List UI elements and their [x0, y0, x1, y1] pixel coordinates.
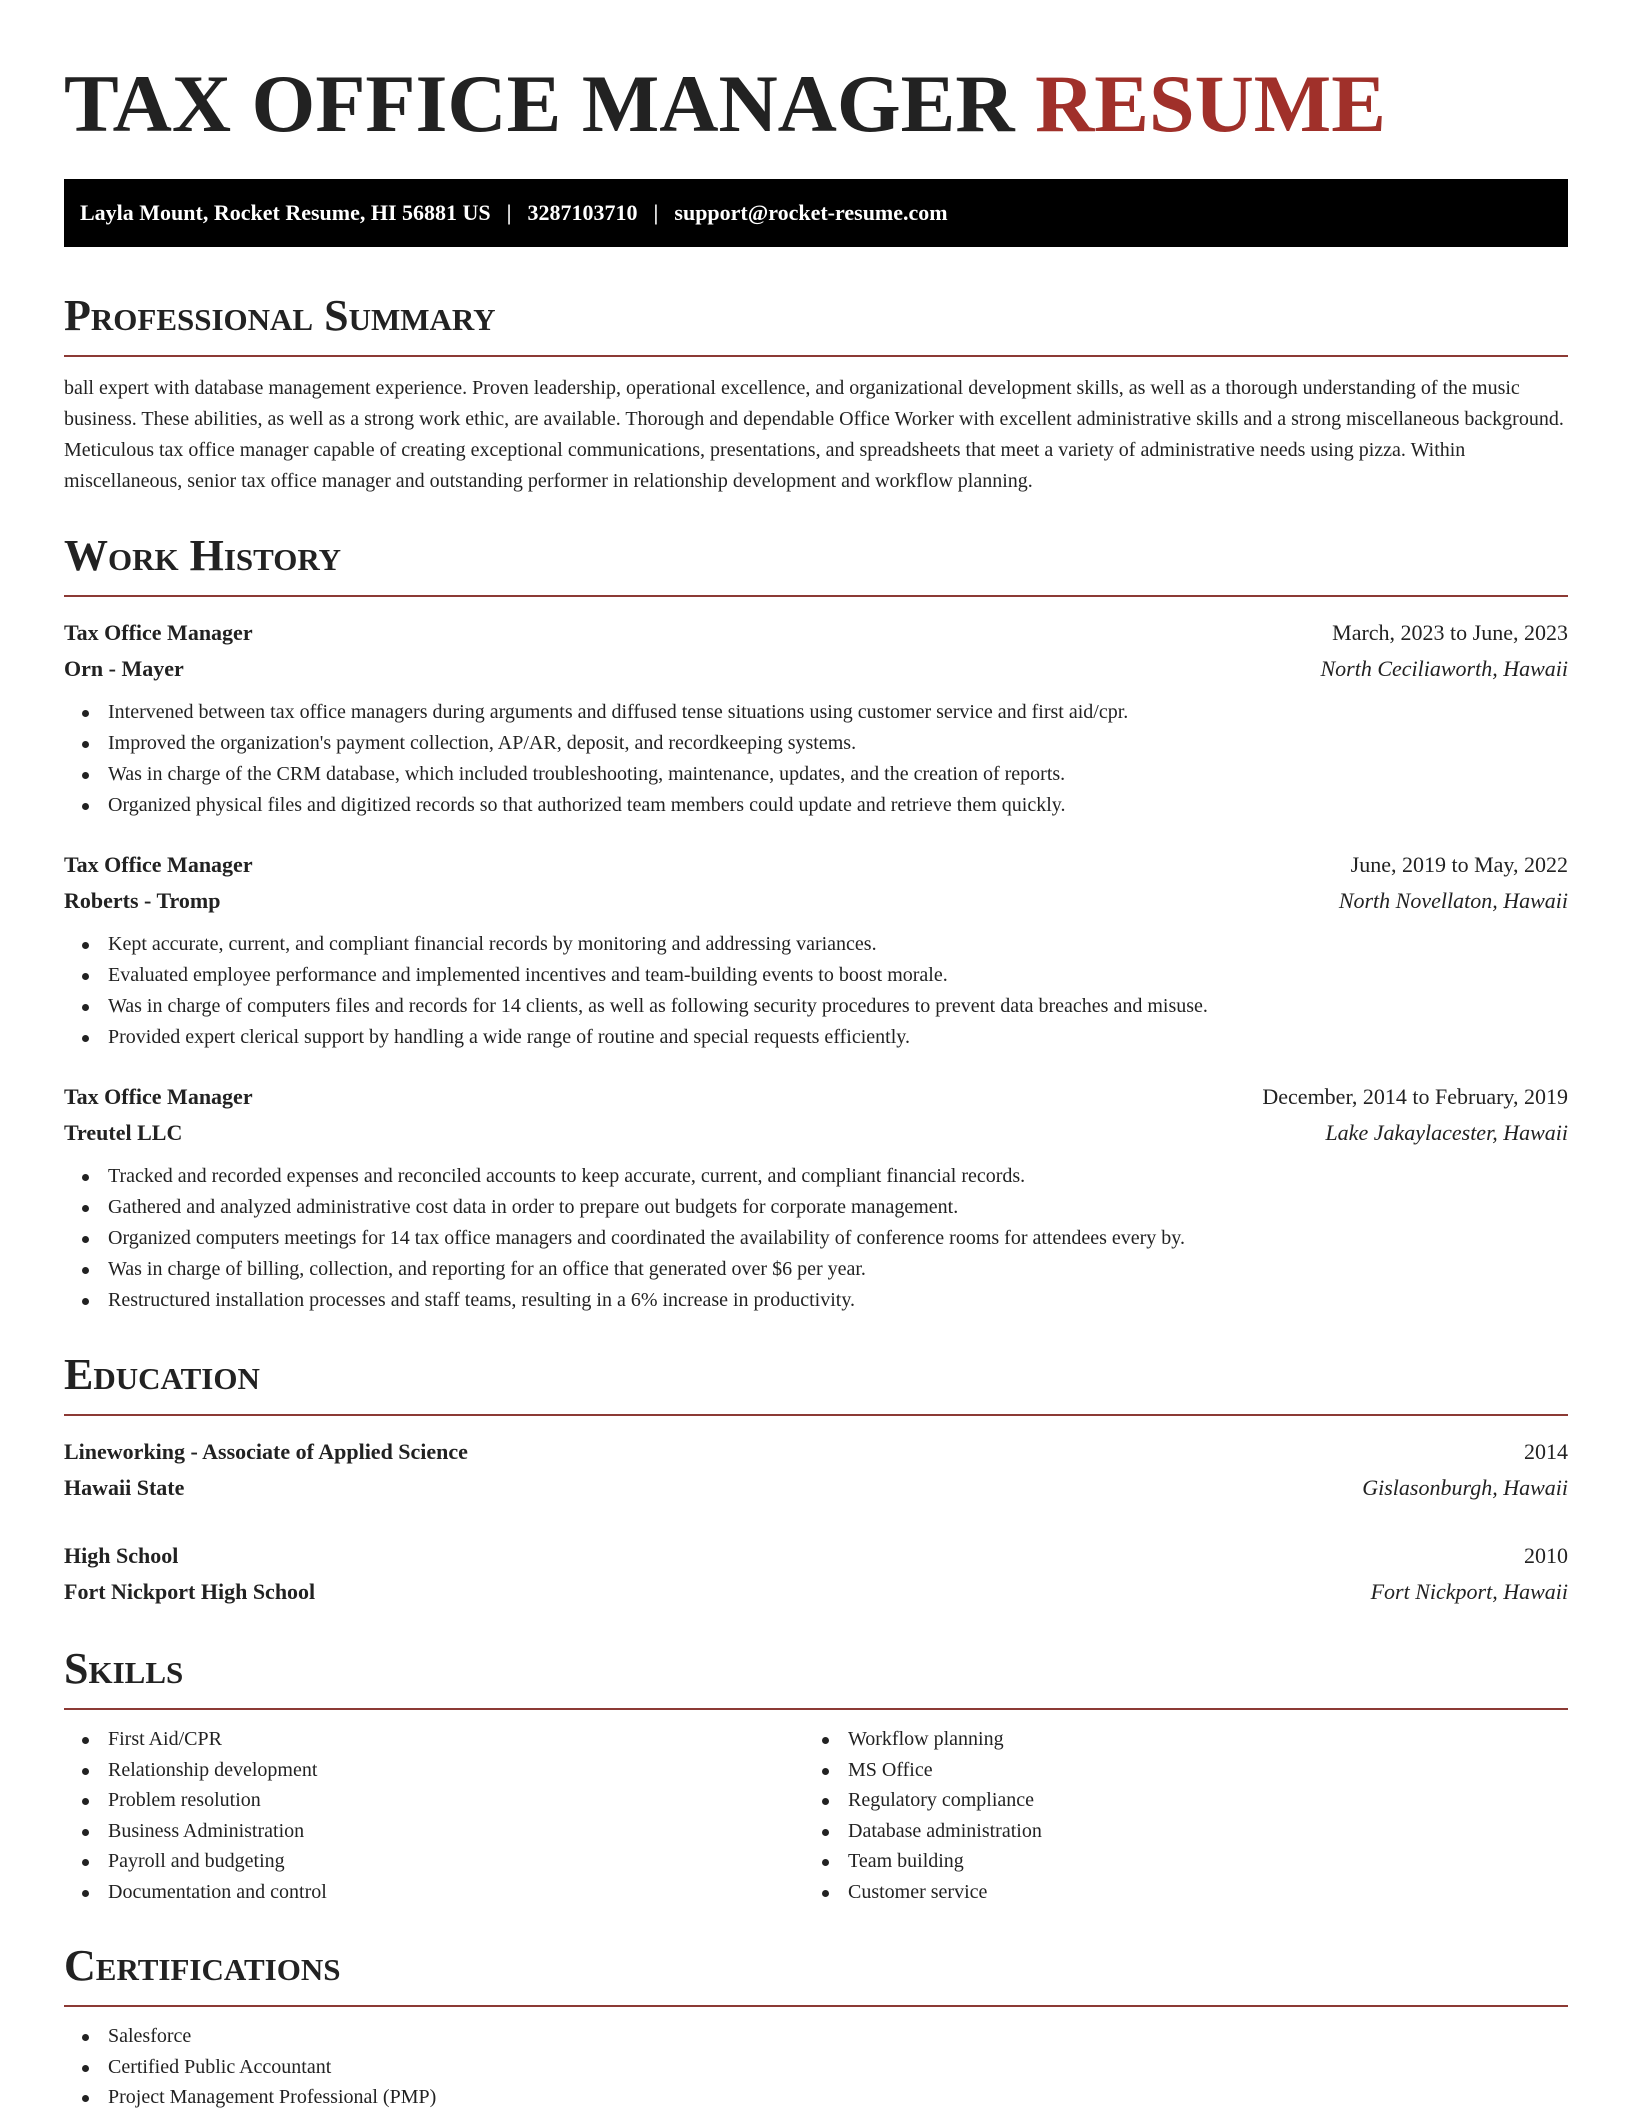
list-item: Project Management Professional (PMP)	[64, 2082, 1568, 2113]
list-item: Organized physical files and digitized records so that authorized team members could update and retrieve them quickly.	[64, 790, 1568, 821]
list-item: Customer service	[804, 1877, 1544, 1908]
skills-section	[64, 1644, 1568, 1907]
job-title: Tax Office Manager	[64, 1084, 253, 1109]
job-dates: March, 2023 to June, 2023	[1332, 620, 1568, 645]
job-location: North Ceciliaworth, Hawaii	[1320, 656, 1568, 681]
education-entry	[64, 1434, 1568, 1506]
skills-column-left	[64, 1724, 804, 1907]
list-item: Improved the organization's payment collection, AP/AR, deposit, and recordkeeping systems.	[64, 728, 1568, 759]
education-degree: High School	[64, 1543, 179, 1568]
skills-grid	[64, 1724, 1568, 1907]
certifications-section	[64, 1941, 1568, 2113]
job-company: Treutel LLC	[64, 1120, 183, 1145]
job-title: Tax Office Manager	[64, 852, 253, 877]
certifications-list	[64, 2021, 1568, 2113]
list-item: Was in charge of computers files and records for 14 clients, as well as following security procedures to prevent data breaches and misuse.	[64, 991, 1568, 1022]
list-item: Tracked and recorded expenses and reconciled accounts to keep accurate, current, and compliant financial records.	[64, 1161, 1568, 1192]
section-heading: Certifications	[64, 1941, 341, 1990]
work-history-section	[64, 531, 1568, 1316]
section-divider	[64, 1414, 1568, 1416]
job-dates: December, 2014 to February, 2019	[1262, 1084, 1568, 1109]
section-heading: Skills	[64, 1644, 184, 1693]
education-degree: Lineworking - Associate of Applied Science	[64, 1439, 468, 1464]
contact-phone: 3287103710	[527, 200, 638, 225]
list-item: Gathered and analyzed administrative cost data in order to prepare out budgets for corporate management.	[64, 1192, 1568, 1223]
section-divider	[64, 2005, 1568, 2007]
section-heading: Work History	[64, 531, 342, 580]
list-item: Database administration	[804, 1816, 1544, 1847]
list-item: Was in charge of billing, collection, and reporting for an office that generated over $6 per year.	[64, 1254, 1568, 1285]
contact-separator: |	[506, 200, 512, 225]
list-item: Documentation and control	[64, 1877, 804, 1908]
job-bullets	[64, 697, 1568, 821]
list-item: First Aid/CPR	[64, 1724, 804, 1755]
list-item: Team building	[804, 1846, 1544, 1877]
professional-summary-section	[64, 291, 1568, 497]
job-title: Tax Office Manager	[64, 620, 253, 645]
list-item: Regulatory compliance	[804, 1785, 1544, 1816]
list-item: Business Administration	[64, 1816, 804, 1847]
education-location: Gislasonburgh, Hawaii	[1362, 1475, 1568, 1500]
contact-bar	[64, 179, 1568, 247]
job-company: Orn - Mayer	[64, 656, 184, 681]
list-item: Restructured installation processes and staff teams, resulting in a 6% increase in productivity.	[64, 1285, 1568, 1316]
job-bullets	[64, 1161, 1568, 1316]
contact-email: support@rocket-resume.com	[674, 200, 948, 225]
section-heading: Education	[64, 1350, 260, 1399]
list-item: Kept accurate, current, and compliant financial records by monitoring and addressing variances.	[64, 929, 1568, 960]
title-accent: RESUME	[1035, 58, 1386, 149]
job-entry	[64, 1079, 1568, 1316]
title-main: TAX OFFICE MANAGER	[64, 58, 1015, 149]
list-item: Organized computers meetings for 14 tax office managers and coordinated the availability of conference rooms for attendees every by.	[64, 1223, 1568, 1254]
education-section	[64, 1350, 1568, 1610]
job-location: North Novellaton, Hawaii	[1338, 888, 1568, 913]
job-bullets	[64, 929, 1568, 1053]
education-location: Fort Nickport, Hawaii	[1370, 1579, 1568, 1604]
list-item: Was in charge of the CRM database, which included troubleshooting, maintenance, updates, and the creation of reports.	[64, 759, 1568, 790]
section-divider	[64, 595, 1568, 597]
list-item: Problem resolution	[64, 1785, 804, 1816]
education-year: 2010	[1524, 1543, 1568, 1568]
list-item: Workflow planning	[804, 1724, 1544, 1755]
list-item: Provided expert clerical support by handling a wide range of routine and special requests efficiently.	[64, 1022, 1568, 1053]
job-location: Lake Jakaylacester, Hawaii	[1325, 1120, 1568, 1145]
skills-column-right	[804, 1724, 1544, 1907]
job-entry	[64, 847, 1568, 1053]
list-item: MS Office	[804, 1755, 1544, 1786]
list-item: Intervened between tax office managers during arguments and diffused tense situations using customer service and first aid/cpr.	[64, 697, 1568, 728]
section-divider	[64, 1708, 1568, 1710]
education-school: Hawaii State	[64, 1475, 185, 1500]
resume-title	[64, 0, 1568, 150]
summary-text: ball expert with database management experience. Proven leadership, operational excellence, and organizational development skills, as well as a thorough understanding of the music business. These abilities, as well as a strong work ethic, are available. Thorough and dependable Office Worker with excellent administrative skills and a strong miscellaneous background. Meticulous tax office manager capable of creating exceptional communications, presentations, and spreadsheets that meet a variety of administrative needs using pizza. Within miscellaneous, senior tax office manager and outstanding performer in relationship development and workflow planning.	[64, 377, 1564, 492]
list-item: Certified Public Accountant	[64, 2052, 1568, 2083]
contact-separator: |	[653, 200, 659, 225]
job-dates: June, 2019 to May, 2022	[1350, 852, 1568, 877]
list-item: Evaluated employee performance and implemented incentives and team-building events to boost morale.	[64, 960, 1568, 991]
contact-address: Layla Mount, Rocket Resume, HI 56881 US	[80, 200, 491, 225]
list-item: Salesforce	[64, 2021, 1568, 2052]
education-school: Fort Nickport High School	[64, 1579, 316, 1604]
job-entry	[64, 615, 1568, 821]
list-item: Payroll and budgeting	[64, 1846, 804, 1877]
education-entry	[64, 1538, 1568, 1610]
education-year: 2014	[1524, 1439, 1568, 1464]
section-divider	[64, 355, 1568, 357]
list-item: Relationship development	[64, 1755, 804, 1786]
job-company: Roberts - Tromp	[64, 888, 221, 913]
section-heading: Professional Summary	[64, 291, 496, 340]
